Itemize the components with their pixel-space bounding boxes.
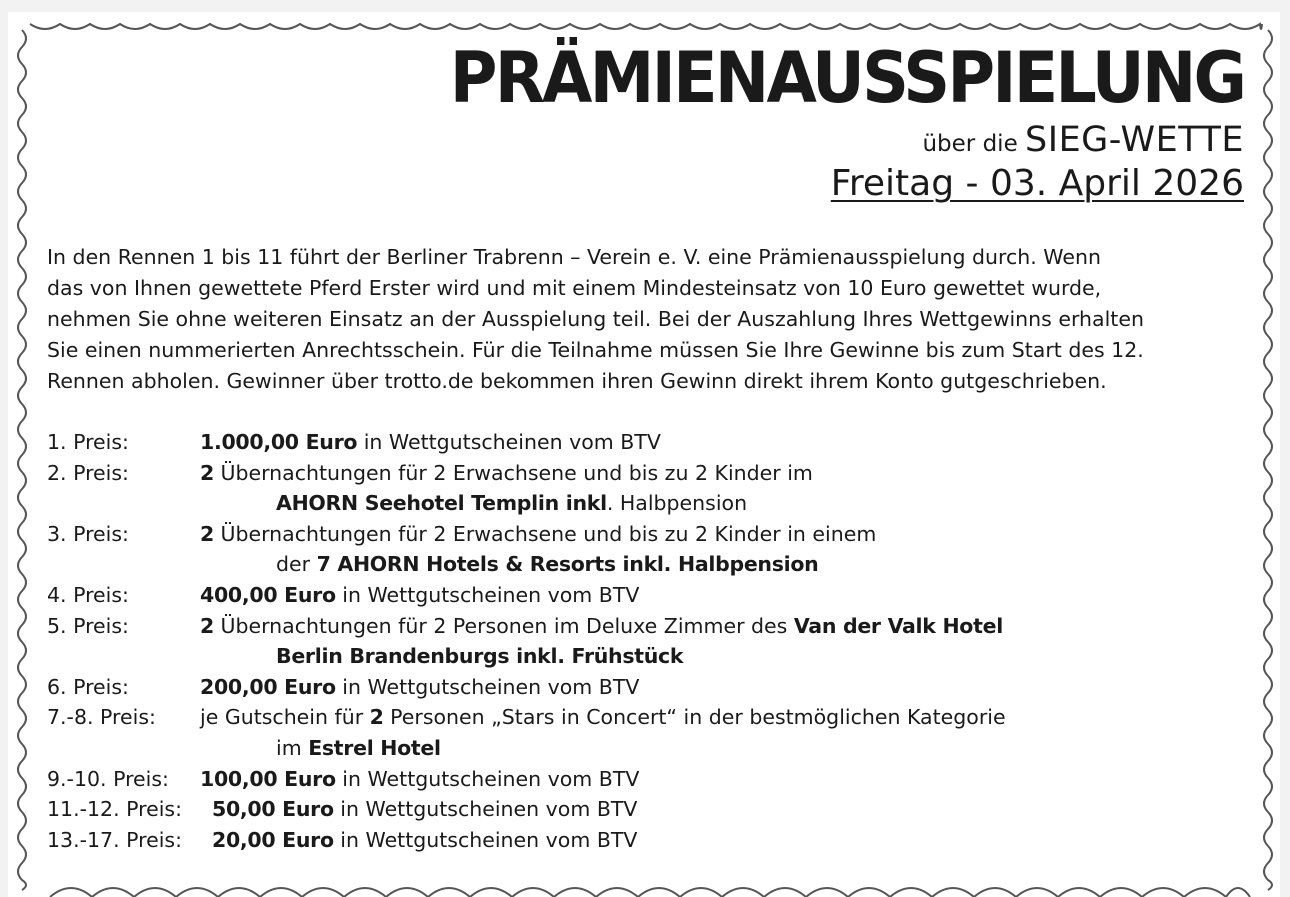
prize-label: 4. Preis: bbox=[47, 582, 129, 607]
prize-label: 5. Preis: bbox=[47, 613, 129, 638]
prize-text: der bbox=[276, 552, 317, 577]
prize-label: 2. Preis: bbox=[47, 460, 129, 485]
prize-amount: 2 bbox=[200, 521, 214, 546]
prize-text: Übernachtungen für 2 Erwachsene und bis zu 2 Kinder in einem bbox=[213, 521, 877, 546]
prize-text: in Wettgutscheinen vom BTV bbox=[335, 674, 640, 699]
prize-text: Übernachtungen für 2 Erwachsene und bis zu 2 Kinder im bbox=[213, 460, 813, 485]
subtitle bbox=[390, 122, 1244, 162]
prize-label: 3. Preis: bbox=[47, 521, 129, 546]
prize-row bbox=[47, 702, 1257, 733]
subtitle-prefix: über die bbox=[922, 131, 1018, 157]
prize-label: 7.-8. Preis: bbox=[47, 705, 156, 730]
prize-row bbox=[47, 611, 1257, 642]
prize-hotel: Van der Valk Hotel bbox=[793, 613, 1003, 638]
subtitle-main: SIEG-WETTE bbox=[1025, 120, 1244, 160]
prize-text: in Wettgutscheinen vom BTV bbox=[335, 766, 640, 791]
prize-row bbox=[47, 672, 1257, 703]
prize-amount: 1.000,00 Euro bbox=[200, 430, 358, 454]
prize-label: 11.-12. Preis: bbox=[47, 797, 182, 822]
prize-amount: 100,00 Euro bbox=[200, 766, 336, 791]
prize-amount: 50,00 Euro bbox=[212, 797, 334, 822]
prize-row bbox=[47, 458, 1257, 489]
prize-row-continued bbox=[47, 641, 1257, 672]
prize-row bbox=[47, 794, 1257, 825]
prize-row-continued bbox=[47, 488, 1257, 519]
intro-paragraph: In den Rennen 1 bis 11 führt der Berliner Trabrenn – Verein e. V. eine Prämienausspielung durch. Wenn das von Ihnen gewettete Pferd Erster wird und mit einem Mindesteinsatz von 10 Euro gewettet wurde, nehmen Sie ohne weiteren Einsatz an der Ausspielung teil. Bei der Auszahlung Ihres Wettgewinns erhalten Sie einen nummerierten Anrechtsschein. Für die Teilnahme müssen Sie Ihre Gewinne bis zum Start des 12. Rennen abholen. Gewinner über trotto.de bekommen ihren Gewinn direkt ihrem Konto gutgeschrieben. bbox=[47, 245, 1144, 393]
prize-text: im bbox=[276, 735, 309, 760]
prize-hotel: Estrel Hotel bbox=[308, 735, 441, 760]
prize-amount: 400,00 Euro bbox=[200, 582, 336, 607]
prize-list bbox=[47, 427, 1257, 855]
prize-row bbox=[47, 825, 1257, 856]
prize-label: 6. Preis: bbox=[47, 674, 129, 699]
prize-amount: 200,00 Euro bbox=[200, 674, 336, 699]
prize-amount: 2 bbox=[200, 460, 214, 485]
prize-row bbox=[47, 764, 1257, 795]
prize-label: 13.-17. Preis: bbox=[47, 827, 182, 852]
page-title: PRÄMIENAUSSPIELUNG bbox=[449, 37, 1244, 119]
prize-amount: 2 bbox=[369, 705, 384, 730]
prize-text: Übernachtungen für 2 Personen im Deluxe Zimmer des bbox=[213, 613, 794, 638]
prize-row-continued bbox=[47, 549, 1257, 580]
prize-hotel: Berlin Brandenburgs inkl. Frühstück bbox=[276, 644, 684, 669]
prize-text: in Wettgutscheinen vom BTV bbox=[333, 827, 638, 852]
prize-text: in Wettgutscheinen vom BTV bbox=[335, 582, 640, 607]
prize-text: je Gutschein für bbox=[200, 705, 370, 730]
prize-text: . Halbpension bbox=[606, 491, 748, 516]
prize-text: Personen „Stars in Concert“ in der bestmöglichen Kategorie bbox=[383, 705, 1006, 730]
prize-label: 9.-10. Preis: bbox=[47, 766, 169, 791]
prize-row bbox=[47, 427, 1257, 458]
header bbox=[390, 38, 1244, 206]
prize-label: 1. Preis: bbox=[47, 430, 129, 454]
prize-row bbox=[47, 580, 1257, 611]
prize-text: in Wettgutscheinen vom BTV bbox=[333, 797, 638, 822]
prize-text: in Wettgutscheinen vom BTV bbox=[357, 430, 661, 454]
event-date: Freitag - 03. April 2026 bbox=[830, 163, 1244, 204]
prize-hotel: AHORN Seehotel Templin inkl bbox=[276, 491, 607, 516]
prize-row bbox=[47, 519, 1257, 550]
prize-row-continued bbox=[47, 733, 1257, 764]
prize-hotel: 7 AHORN Hotels & Resorts inkl. Halbpension bbox=[316, 552, 819, 577]
prize-amount: 20,00 Euro bbox=[212, 827, 334, 852]
prize-amount: 2 bbox=[200, 613, 214, 638]
